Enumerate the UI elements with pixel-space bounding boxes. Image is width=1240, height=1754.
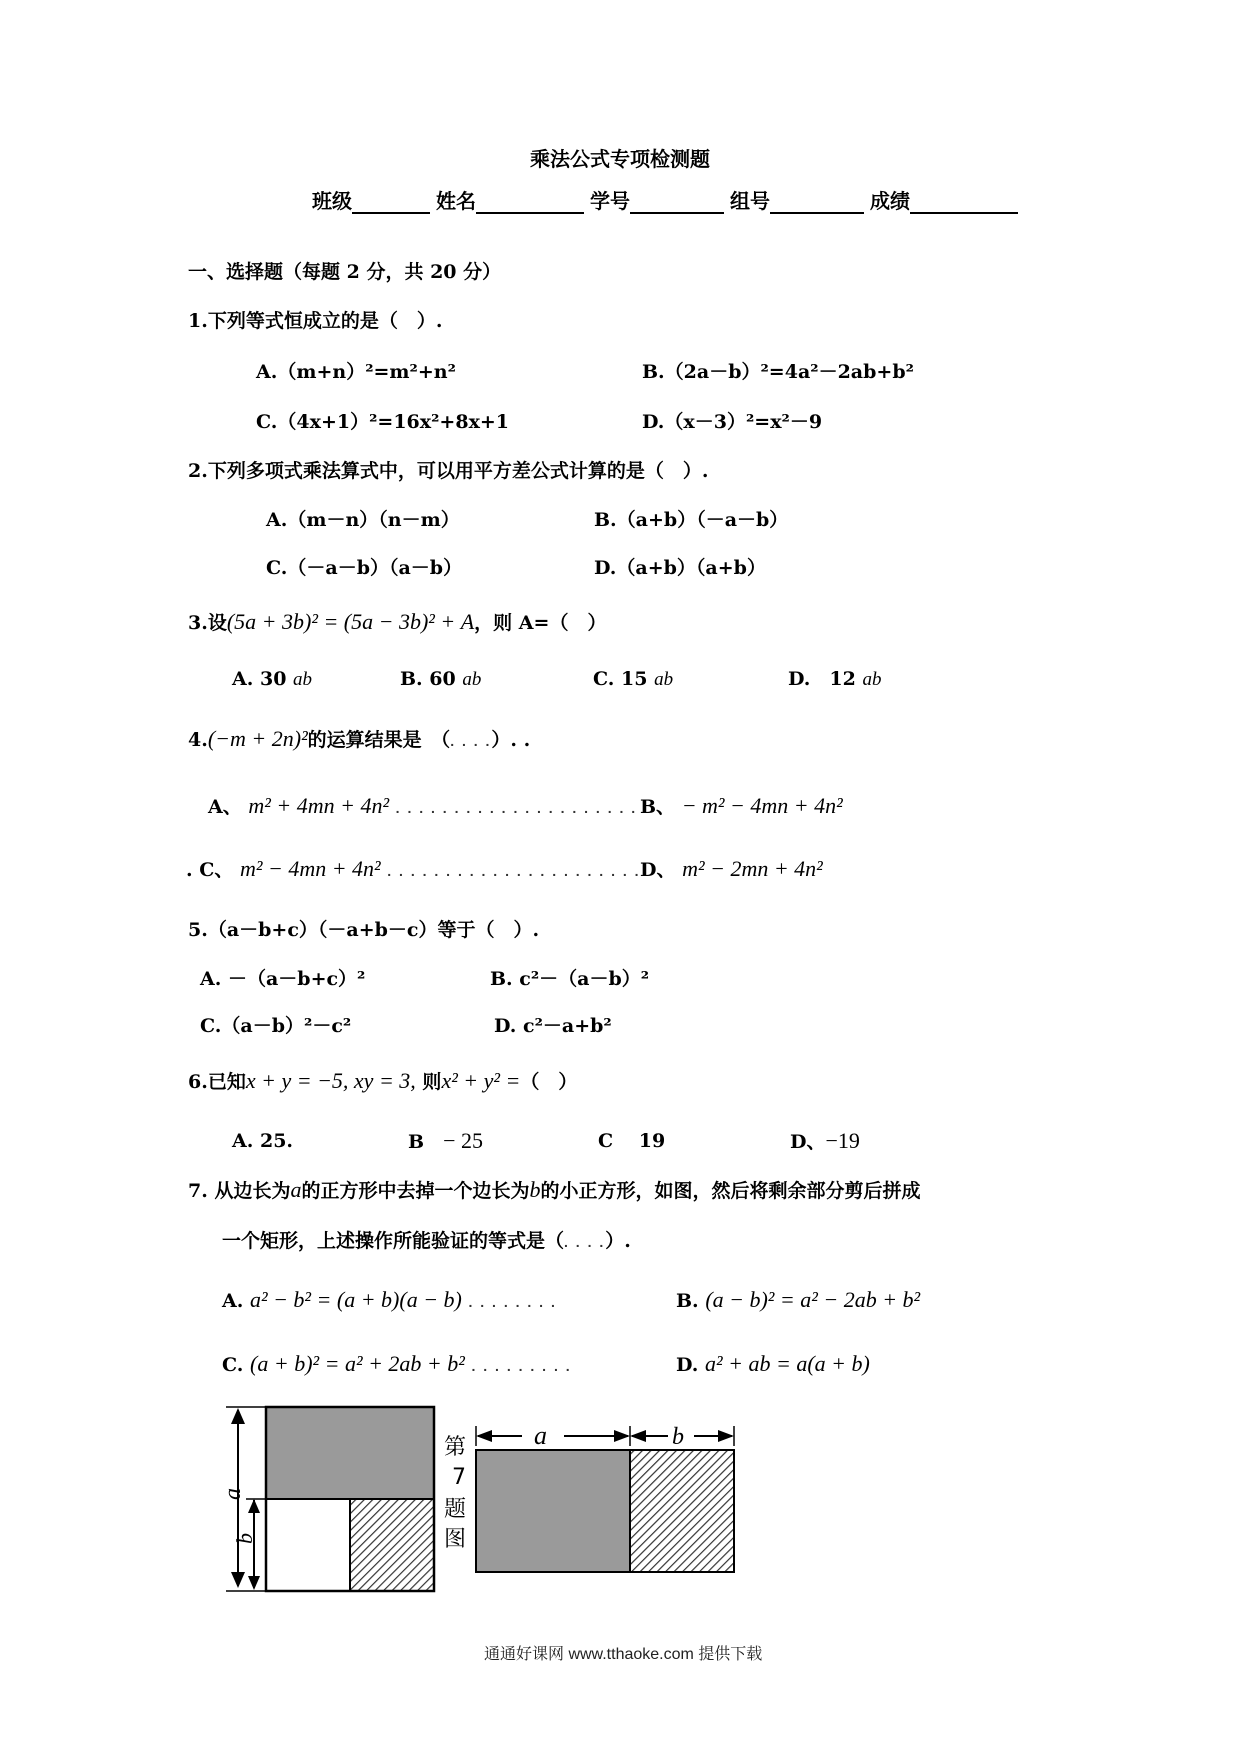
class-blank[interactable] (352, 194, 430, 214)
q2-option-a: A.（m－n）（n－m） (266, 509, 460, 531)
q1-stem: 1.下列等式恒成立的是（ ）. (188, 310, 443, 332)
q6-option-d: D、−19 (790, 1128, 860, 1153)
figure-caption (444, 1435, 466, 1552)
student-info-line (312, 188, 1072, 214)
page-title: 乘法公式专项检测题 (530, 147, 710, 171)
q7-stem-line1: 7. 从边长为a的正方形中去掉一个边长为b的小正方形，如图，然后将剩余部分剪后拼成 (188, 1177, 921, 1202)
shaded-rectangle-part (476, 1450, 630, 1572)
label-a-left: a (220, 1488, 246, 1500)
q4-option-d: D、 m² − 2mn + 4n² (640, 856, 823, 881)
q5-option-c: C.（a－b）²－c² (200, 1015, 352, 1037)
id-label: 学号 (590, 189, 630, 213)
q2-stem: 2.下列多项式乘法算式中，可以用平方差公式计算的是（ ）. (188, 460, 709, 482)
q4-option-c: . C、 m² − 4mn + 4n² . . . . . . . . . . . . . . . . . . . . . . (186, 856, 641, 881)
section-heading: 一、选择题（每题 2 分，共 20 分） (188, 261, 502, 283)
q3-option-b: B. 60 ab (400, 668, 482, 690)
q6-option-b: B − 25 (408, 1128, 483, 1153)
q5-option-d: D. c²－a+b² (494, 1015, 612, 1037)
hatched-rectangle-part (630, 1450, 734, 1572)
label-b-left: b (232, 1533, 257, 1544)
q7-option-d: D. a² + ab = a(a + b) (676, 1351, 870, 1376)
group-label: 组号 (730, 189, 770, 213)
q3-stem-post: ，则 A=（ ） (474, 612, 607, 634)
score-label: 成绩 (870, 189, 910, 213)
svg-text:7: 7 (452, 1465, 466, 1490)
q6-option-a: A. 25. (232, 1130, 294, 1152)
q2-option-b: B.（a+b）（－a－b） (594, 509, 789, 531)
q1-option-d: D.（x－3）²=x²－9 (642, 411, 823, 433)
q2-option-c: C.（－a－b）（a－b） (266, 557, 463, 579)
label-a-top: a (534, 1421, 547, 1450)
hatched-small-square (350, 1499, 434, 1591)
white-bottom-left-region (266, 1499, 350, 1591)
q6-stem: 6.已知x + y = −5, xy = 3, 则x² + y² =（ ） (188, 1068, 578, 1093)
id-blank[interactable] (630, 194, 724, 214)
q6-option-c: C 19 (598, 1130, 666, 1152)
q3-equation: (5a + 3b)² = (5a − 3b)² + A (226, 609, 475, 634)
original-square-figure (220, 1407, 434, 1591)
q3-option-d: D. 12 ab (788, 668, 882, 690)
q7-option-b: B. (a − b)² = a² − 2ab + b² (676, 1287, 921, 1312)
page-footer: 通通好课网 www.tthaoke.com 提供下载 (484, 1646, 763, 1663)
q7-option-c: C. (a + b)² = a² + 2ab + b² . . . . . . . . . (222, 1351, 572, 1376)
q1-option-c: C.（4x+1）²=16x²+8x+1 (256, 411, 510, 433)
svg-text:题: 题 (444, 1497, 467, 1522)
label-b-top: b (672, 1424, 684, 1450)
q5-option-a: A. －（a－b+c）² (200, 968, 366, 990)
q6-condition: x + y = −5, xy = 3, (245, 1068, 416, 1093)
q1-option-b: B.（2a－b）²=4a²－2ab+b² (642, 361, 914, 383)
q7-option-a: A. a² − b² = (a + b)(a − b) . . . . . . . . (222, 1287, 557, 1312)
q4-option-a: A、 m² + 4mn + 4n² . . . . . . . . . . . . . . . . . . . . . . (208, 793, 649, 818)
q2-option-d: D.（a+b）（a+b） (594, 557, 766, 579)
svg-text:第: 第 (444, 1435, 467, 1460)
q3-option-c: C. 15 ab (593, 668, 674, 690)
q6-expression: x² + y² = (441, 1068, 521, 1093)
q7-figure (200, 1400, 850, 1610)
shaded-top-region (266, 1407, 434, 1499)
q4-stem: 4.(−m + 2n)²的运算结果是 （. . . .）. . (188, 726, 531, 751)
q3-stem (188, 610, 606, 635)
q7-stem-line2: 一个矩形，上述操作所能验证的等式是（. . . .）. (222, 1230, 631, 1252)
q4-option-b: B、 − m² − 4mn + 4n² (640, 793, 843, 818)
class-label: 班级 (312, 189, 352, 213)
rearranged-rectangle-figure (476, 1421, 734, 1572)
name-label: 姓名 (436, 189, 476, 213)
score-blank[interactable] (910, 194, 1018, 214)
q5-option-b: B. c²－（a－b）² (490, 968, 650, 990)
q1-option-a: A.（m+n）²=m²+n² (256, 361, 456, 383)
svg-text:图: 图 (444, 1527, 467, 1552)
q3-stem-pre: 3.设 (188, 612, 227, 634)
q5-stem: 5.（a－b+c）（－a+b－c）等于（ ）. (188, 919, 540, 941)
q3-option-a: A. 30 ab (232, 668, 313, 690)
group-blank[interactable] (770, 194, 864, 214)
q4-expression: (−m + 2n)² (207, 726, 308, 751)
name-blank[interactable] (476, 194, 584, 214)
